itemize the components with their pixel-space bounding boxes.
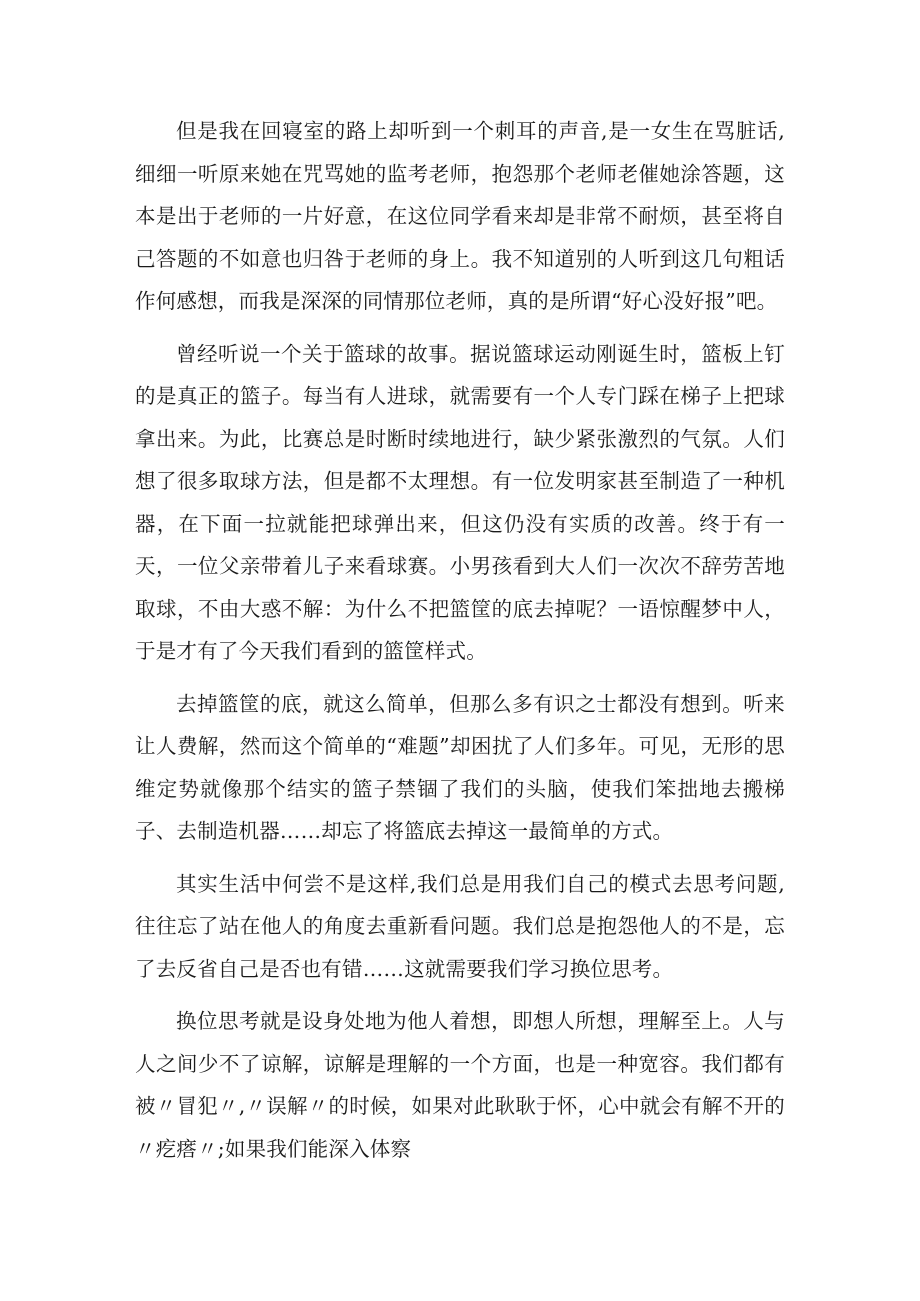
paragraph-4: 其实生活中何尝不是这样,我们总是用我们自己的模式去思考问题,往往忘了站在他人的角度去重新看问题。我们总是抱怨他人的不是，忘了去反省自己是否也有错……这就需要我们学习换位思考。 — [135, 871, 785, 981]
article-body — [135, 110, 785, 1180]
paragraph-5: 换位思考就是设身处地为他人着想，即想人所想，理解至上。人与人之间少不了谅解，谅解是理解的一个方面，也是一种宽容。我们都有被〃冒犯〃,〃误解〃的时候，如果对此耿耿于怀，心中就会有解不开的〃疙瘩〃;如果我们能深入体察 — [135, 1009, 785, 1161]
paragraph-3: 去掉篮筐的底，就这么简单，但那么多有识之士都没有想到。听来让人费解，然而这个简单的“难题”却困扰了人们多年。可见，无形的思维定势就像那个结实的篮子禁锢了我们的头脑，使我们笨拙地去搬梯子、去制造机器……却忘了将篮底去掉这一最简单的方式。 — [135, 691, 785, 843]
paragraph-2: 曾经听说一个关于篮球的故事。据说篮球运动刚诞生时，篮板上钉的是真正的篮子。每当有人进球，就需要有一个人专门踩在梯子上把球拿出来。为此，比赛总是时断时续地进行，缺少紧张激烈的气氛。人们想了很多取球方法，但是都不太理想。有一位发明家甚至制造了一种机器，在下面一拉就能把球弹出来，但这仍没有实质的改善。终于有一天，一位父亲带着儿子来看球赛。小男孩看到大人们一次次不辞劳苦地取球，不由大惑不解：为什么不把篮筐的底去掉呢？一语惊醒梦中人，于是才有了今天我们看到的篮筐样式。 — [135, 341, 785, 663]
paragraph-1: 但是我在回寝室的路上却听到一个刺耳的声音,是一女生在骂脏话,细细一听原来她在咒骂她的监考老师，抱怨那个老师老催她涂答题，这本是出于老师的一片好意，在这位同学看来却是非常不耐烦，甚至将自己答题的不如意也归咎于老师的身上。我不知道别的人听到这几句粗话作何感想，而我是深深的同情那位老师，真的是所谓“好心没好报”吧。 — [135, 119, 785, 313]
